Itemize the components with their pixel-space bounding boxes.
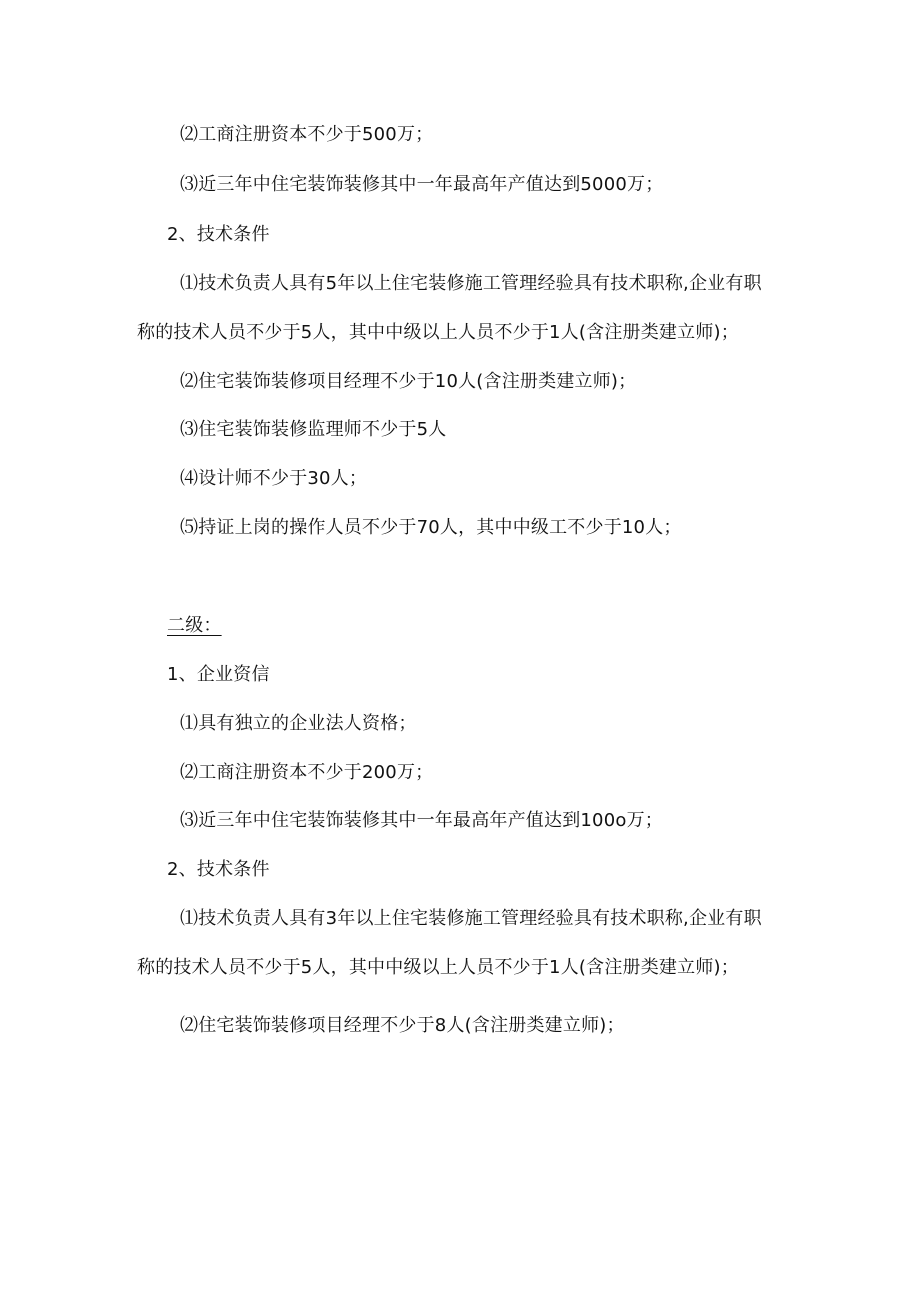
section-heading: 2、技术条件 bbox=[167, 859, 270, 880]
text-line: ⑵工商注册资本不少于500万； bbox=[180, 124, 434, 145]
text-line: ⑴技术负责人具有5年以上住宅装修施工管理经验具有技术职称,企业有职 bbox=[180, 273, 762, 294]
text-line: ⑵工商注册资本不少于200万； bbox=[180, 762, 434, 783]
text-line: ⑶住宅装饰装修监理师不少于5人 bbox=[180, 419, 447, 440]
text-line-continuation: 称的技术人员不少于5人，其中中级以上人员不少于1人(含注册类建立师)； bbox=[137, 957, 739, 978]
text-line: ⑶近三年中住宅装饰装修其中一年最高年产值达到5000万； bbox=[180, 174, 664, 195]
text-line: ⑶近三年中住宅装饰装修其中一年最高年产值达到100o万； bbox=[180, 810, 663, 831]
text-line-continuation: 称的技术人员不少于5人，其中中级以上人员不少于1人(含注册类建立师)； bbox=[137, 322, 739, 343]
text-line: ⑸持证上岗的操作人员不少于70人，其中中级工不少于10人； bbox=[180, 517, 682, 538]
text-line: ⑴具有独立的企业法人资格； bbox=[180, 713, 417, 734]
section-heading: 1、企业资信 bbox=[167, 664, 270, 685]
text-line: ⑴技术负责人具有3年以上住宅装修施工管理经验具有技术职称,企业有职 bbox=[180, 908, 762, 929]
section-heading: 2、技术条件 bbox=[167, 224, 270, 245]
text-line: ⑵住宅装饰装修项目经理不少于10人(含注册类建立师)； bbox=[180, 371, 637, 392]
text-line: ⑷设计师不少于30人； bbox=[180, 468, 368, 489]
level-heading: 二级： bbox=[167, 615, 222, 636]
text-line: ⑵住宅装饰装修项目经理不少于8人(含注册类建立师)； bbox=[180, 1015, 625, 1036]
